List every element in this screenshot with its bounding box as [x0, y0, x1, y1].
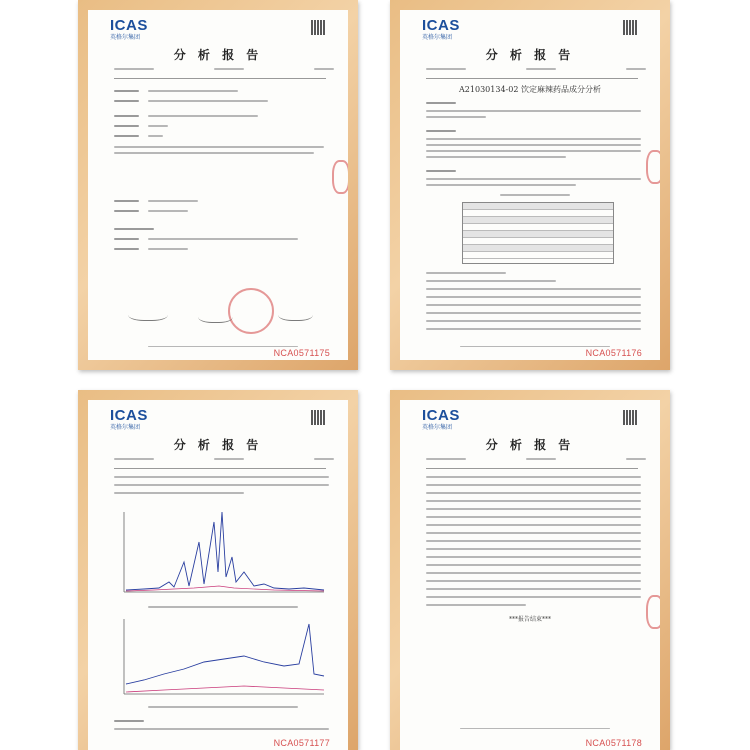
gradient-table	[462, 202, 614, 264]
report-frame-3	[78, 390, 358, 750]
signature	[128, 306, 168, 321]
qr-code-icon	[311, 410, 326, 425]
report-subtitle: A21030134-02 饮定麻辣药品成分分析	[459, 85, 601, 94]
qr-code-icon	[311, 20, 326, 35]
red-stamp-side	[646, 595, 660, 629]
report-frame-2	[390, 0, 670, 370]
report-page-2	[400, 10, 660, 360]
report-title: 分 析 报 告	[485, 438, 575, 452]
certificate-number: NCA0571175	[273, 348, 330, 358]
report-page-3	[88, 400, 348, 750]
icas-logo: ICAS 英格尔集团	[110, 17, 148, 41]
red-stamp-side	[332, 160, 348, 194]
report-meta-row	[426, 68, 638, 76]
report-page-1	[88, 10, 348, 360]
certificate-number: NCA0571176	[585, 348, 642, 358]
report-frame-1	[78, 0, 358, 370]
chromatogram-2	[114, 614, 329, 704]
report-meta-row	[114, 68, 326, 76]
certificate-number: NCA0571177	[273, 738, 330, 748]
signature	[198, 308, 233, 323]
report-meta-row	[114, 458, 326, 466]
qr-code-icon	[623, 410, 638, 425]
report-title: 分 析 报 告	[173, 438, 263, 452]
red-stamp	[228, 288, 274, 334]
report-page-4	[400, 400, 660, 750]
report-title: 分 析 报 告	[173, 48, 263, 62]
signature	[278, 306, 313, 321]
report-title: 分 析 报 告	[485, 48, 575, 62]
icas-logo: ICAS 英格尔集团	[422, 407, 460, 431]
report-frame-4	[390, 390, 670, 750]
report-meta-row	[426, 458, 638, 466]
report-end-note: ***报告结束***	[508, 616, 551, 623]
icas-logo: ICAS 英格尔集团	[422, 17, 460, 41]
icas-logo: ICAS 英格尔集团	[110, 407, 148, 431]
red-stamp-side	[646, 150, 660, 184]
qr-code-icon	[623, 20, 638, 35]
certificate-number: NCA0571178	[585, 738, 642, 748]
chromatogram-1	[114, 502, 329, 602]
